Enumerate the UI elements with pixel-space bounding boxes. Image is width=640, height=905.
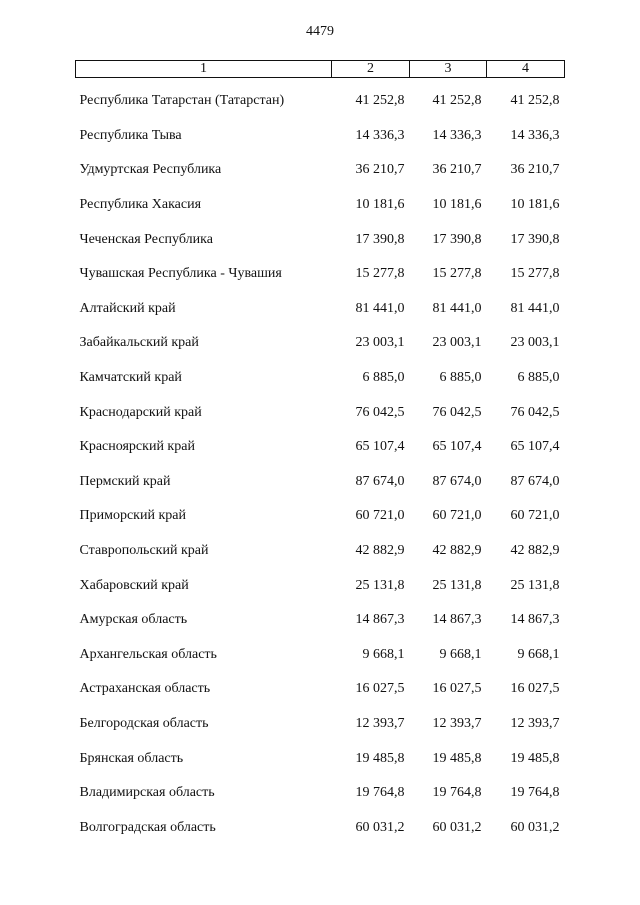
table-row xyxy=(76,430,565,465)
value-col-2-cell: 41 252,8 xyxy=(355,93,405,109)
value-col-2-cell: 19 485,8 xyxy=(355,750,405,766)
value-col-3-cell: 60 031,2 xyxy=(432,819,482,835)
table-row xyxy=(76,465,565,500)
region-name-cell: Красноярский край xyxy=(79,439,195,455)
value-col-3-cell: 76 042,5 xyxy=(432,404,482,420)
value-col-2-cell: 15 277,8 xyxy=(355,266,405,282)
value-col-3-cell: 14 336,3 xyxy=(432,127,482,143)
value-col-4-cell: 41 252,8 xyxy=(510,93,560,109)
value-col-2-cell: 76 042,5 xyxy=(355,404,405,420)
value-col-3-cell: 25 131,8 xyxy=(432,577,482,593)
table-row xyxy=(76,326,565,361)
region-name-cell: Пермский край xyxy=(79,473,171,489)
value-col-4-cell: 25 131,8 xyxy=(510,577,560,593)
table-row xyxy=(76,257,565,292)
region-name-cell: Удмуртская Республика xyxy=(79,162,222,178)
value-col-2-cell: 60 031,2 xyxy=(355,819,405,835)
region-name-cell: Владимирская область xyxy=(79,785,215,801)
value-col-4-cell: 60 031,2 xyxy=(510,819,560,835)
region-name-cell: Республика Хакасия xyxy=(79,197,202,213)
value-col-4-cell: 9 668,1 xyxy=(517,646,560,662)
value-col-2-cell: 6 885,0 xyxy=(362,370,405,386)
region-name-cell: Республика Татарстан (Татарстан) xyxy=(79,93,285,109)
value-col-4-cell: 10 181,6 xyxy=(510,197,560,213)
value-col-3-cell: 16 027,5 xyxy=(432,681,482,697)
header-col-3: 3 xyxy=(410,61,487,78)
region-name-cell: Брянская область xyxy=(79,750,184,766)
value-col-2-cell: 14 867,3 xyxy=(355,612,405,628)
value-col-4-cell: 76 042,5 xyxy=(510,404,560,420)
value-col-2-cell: 65 107,4 xyxy=(355,439,405,455)
table-row xyxy=(76,222,565,257)
value-col-3-cell: 9 668,1 xyxy=(439,646,482,662)
value-col-3-cell: 14 867,3 xyxy=(432,612,482,628)
value-col-3-cell: 10 181,6 xyxy=(432,197,482,213)
data-table xyxy=(75,60,565,845)
table-row xyxy=(76,499,565,534)
table-row xyxy=(76,78,565,119)
header-row xyxy=(76,61,565,78)
value-col-2-cell: 87 674,0 xyxy=(355,473,405,489)
table-row xyxy=(76,534,565,569)
region-name-cell: Архангельская область xyxy=(79,646,217,662)
value-col-2-cell: 25 131,8 xyxy=(355,577,405,593)
table-row xyxy=(76,707,565,742)
table-row xyxy=(76,153,565,188)
region-name-cell: Краснодарский край xyxy=(79,404,202,420)
value-col-4-cell: 14 867,3 xyxy=(510,612,560,628)
value-col-3-cell: 19 485,8 xyxy=(432,750,482,766)
value-col-3-cell: 12 393,7 xyxy=(432,715,482,731)
value-col-3-cell: 41 252,8 xyxy=(432,93,482,109)
region-name-cell: Республика Тыва xyxy=(79,127,182,143)
value-col-2-cell: 14 336,3 xyxy=(355,127,405,143)
value-col-3-cell: 65 107,4 xyxy=(432,439,482,455)
value-col-2-cell: 16 027,5 xyxy=(355,681,405,697)
table-header xyxy=(76,61,565,78)
value-col-3-cell: 17 390,8 xyxy=(432,231,482,247)
value-col-3-cell: 15 277,8 xyxy=(432,266,482,282)
value-col-4-cell: 87 674,0 xyxy=(510,473,560,489)
value-col-3-cell: 42 882,9 xyxy=(432,543,482,559)
header-col-4: 4 xyxy=(487,61,565,78)
value-col-3-cell: 87 674,0 xyxy=(432,473,482,489)
value-col-4-cell: 6 885,0 xyxy=(517,370,560,386)
value-col-2-cell: 17 390,8 xyxy=(355,231,405,247)
region-name-cell: Амурская область xyxy=(79,612,188,628)
value-col-2-cell: 81 441,0 xyxy=(355,300,405,316)
value-col-2-cell: 9 668,1 xyxy=(362,646,405,662)
value-col-4-cell: 23 003,1 xyxy=(510,335,560,351)
value-col-3-cell: 81 441,0 xyxy=(432,300,482,316)
region-name-cell: Забайкальский край xyxy=(79,335,199,351)
value-col-3-cell: 23 003,1 xyxy=(432,335,482,351)
value-col-2-cell: 42 882,9 xyxy=(355,543,405,559)
value-col-3-cell: 60 721,0 xyxy=(432,508,482,524)
page-number: 4479 xyxy=(306,24,334,39)
value-col-4-cell: 17 390,8 xyxy=(510,231,560,247)
table-row xyxy=(76,292,565,327)
value-col-2-cell: 36 210,7 xyxy=(355,162,405,178)
region-name-cell: Ставропольский край xyxy=(79,543,209,559)
value-col-4-cell: 12 393,7 xyxy=(510,715,560,731)
table-body xyxy=(76,78,565,846)
value-col-3-cell: 6 885,0 xyxy=(439,370,482,386)
value-col-3-cell: 36 210,7 xyxy=(432,162,482,178)
header-col-1: 1 xyxy=(76,61,332,78)
value-col-4-cell: 15 277,8 xyxy=(510,266,560,282)
value-col-4-cell: 65 107,4 xyxy=(510,439,560,455)
table-row xyxy=(76,361,565,396)
value-col-4-cell: 19 485,8 xyxy=(510,750,560,766)
value-col-3-cell: 19 764,8 xyxy=(432,785,482,801)
value-col-4-cell: 14 336,3 xyxy=(510,127,560,143)
value-col-4-cell: 60 721,0 xyxy=(510,508,560,524)
table-row xyxy=(76,741,565,776)
value-col-2-cell: 12 393,7 xyxy=(355,715,405,731)
region-name-cell: Хабаровский край xyxy=(79,577,189,593)
region-name-cell: Камчатский край xyxy=(79,370,182,386)
table-row xyxy=(76,638,565,673)
region-name-cell: Астраханская область xyxy=(79,681,211,697)
value-col-2-cell: 23 003,1 xyxy=(355,335,405,351)
value-col-4-cell: 81 441,0 xyxy=(510,300,560,316)
value-col-2-cell: 10 181,6 xyxy=(355,197,405,213)
table-row xyxy=(76,776,565,811)
table-row xyxy=(76,810,565,845)
region-name-cell: Алтайский край xyxy=(79,300,176,316)
header-col-2: 2 xyxy=(332,61,410,78)
table-row xyxy=(76,395,565,430)
value-col-4-cell: 19 764,8 xyxy=(510,785,560,801)
table-row xyxy=(76,119,565,154)
region-name-cell: Белгородская область xyxy=(79,715,209,731)
value-col-2-cell: 19 764,8 xyxy=(355,785,405,801)
table-row xyxy=(76,603,565,638)
value-col-4-cell: 16 027,5 xyxy=(510,681,560,697)
value-col-4-cell: 42 882,9 xyxy=(510,543,560,559)
table-row xyxy=(76,672,565,707)
region-name-cell: Чувашская Республика - Чувашия xyxy=(79,266,282,282)
region-name-cell: Волгоградская область xyxy=(79,819,216,835)
region-name-cell: Приморский край xyxy=(79,508,186,524)
value-col-2-cell: 60 721,0 xyxy=(355,508,405,524)
table-row xyxy=(76,188,565,223)
table-row xyxy=(76,568,565,603)
value-col-4-cell: 36 210,7 xyxy=(510,162,560,178)
region-name-cell: Чеченская Республика xyxy=(79,231,213,247)
